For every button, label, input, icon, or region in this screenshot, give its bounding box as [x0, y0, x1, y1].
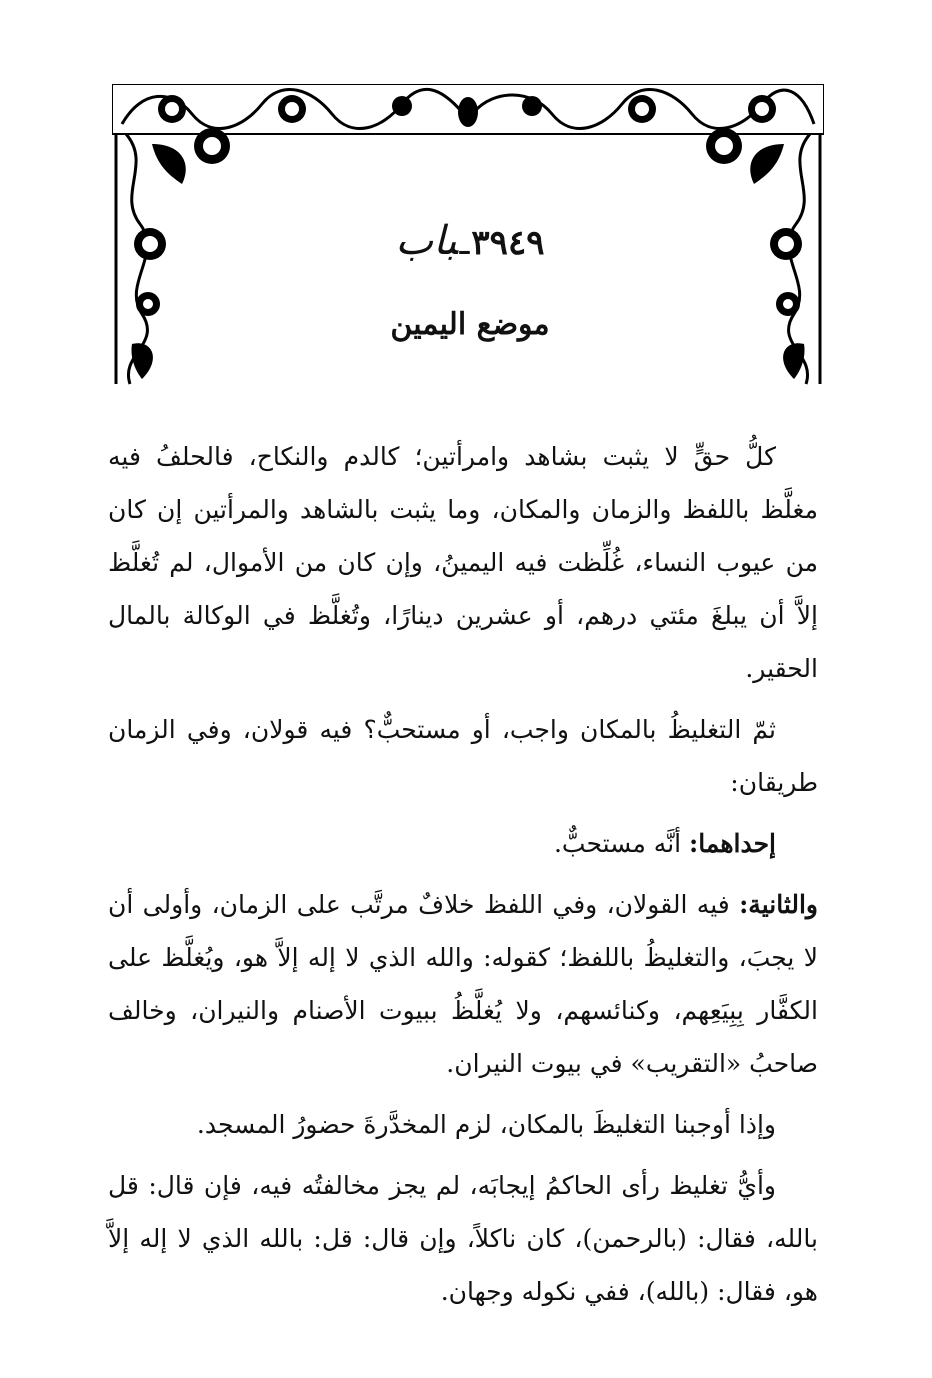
paragraph-text: وأيُّ تغليظ رأى الحاكمُ إيجابَه، لم يجز مخالفتُه فيه، فإن قال: قل بالله، فقال: (بالرحمن)، كان ناكلاً، وإن قال: قل: بالله الذي لا إله إلاَّ هو، فقال: (بالله)، ففي نكوله وجهان. [108, 1171, 818, 1306]
paragraph-text: فيه القولان، وفي اللفظ خلافٌ مرتَّب على الزمان، وأولى أن لا يجبَ، والتغليظُ باللفظ؛ كقوله: والله الذي لا إله إلاَّ هو، ويُغلَّظ على الكفَّار بِبِيَعِهم، وكنائسهم، ولا يُغلَّظُ ببيوت الأصنام والنيران، وخالف صاحبُ «التقريب» في بيوت النيران. [108, 890, 818, 1078]
paragraph [108, 1098, 818, 1151]
paragraph [108, 703, 818, 809]
paragraph [108, 430, 818, 695]
paragraph-lead: إحداهما: [689, 829, 776, 858]
chapter-separator: ـ [459, 223, 470, 263]
paragraph-text: كلُّ حقٍّ لا يثبت بشاهد وامرأتين؛ كالدم والنكاح، فالحلفُ فيه مغلَّظ باللفظ والزمان والمكان، وما يثبت بالشاهد والمرأتين إن كان من عيوب النساء، غُلِّظت فيه اليمينُ، وإن كان من الأموال، لم تُغلَّظ إلاَّ أن يبلغَ مئتي درهم، أو عشرين دينارًا، وتُغلَّظ في الوكالة بالمال الحقير. [108, 442, 818, 683]
chapter-title: موضع اليمين [390, 307, 550, 342]
paragraph [108, 817, 818, 870]
paragraph-text: وإذا أوجبنا التغليظَ بالمكان، لزم المخدَّرةَ حضورُ المسجد. [196, 1110, 776, 1139]
paragraph-text: أنَّه مستحبٌّ. [553, 829, 682, 858]
paragraph [108, 878, 818, 1090]
paragraph-text: ثمّ التغليظُ بالمكان واجب، أو مستحبٌّ؟ فيه قولان، وفي الزمان طريقان: [108, 715, 818, 797]
paragraph-lead: والثانية: [739, 890, 818, 919]
paragraph [108, 1159, 818, 1318]
chapter-word: باب [395, 218, 458, 264]
chapter-heading [300, 214, 640, 268]
chapter-number: ٣٩٤٩ [471, 223, 545, 263]
body-text [108, 430, 818, 1326]
